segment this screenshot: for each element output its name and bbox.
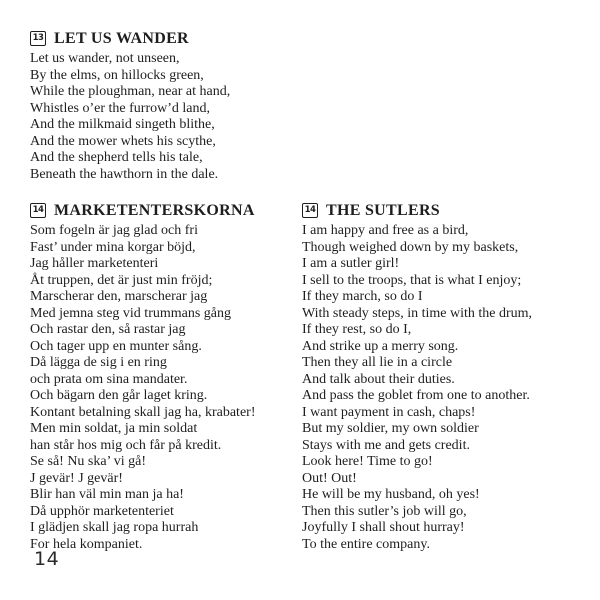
lyric-line: Whistles o’er the furrow’d land,: [30, 100, 210, 116]
lyric-line: Marscherar den, marscherar jag: [30, 289, 208, 304]
lyric-line: I am a sutler girl!: [302, 256, 400, 271]
song-title-text: LET US WANDER: [54, 30, 189, 47]
song-title-marketenterskorna: [30, 202, 302, 219]
track-number-badge: 14: [302, 203, 318, 218]
lyric-line: And pass the goblet from one to another.: [302, 388, 530, 403]
lyric-line: I glädjen skall jag ropa hurrah: [30, 520, 199, 535]
song-let-us-wander: [30, 30, 592, 183]
lyric-line: Jag håller marketenteri: [30, 256, 159, 271]
page-number: 14: [34, 548, 60, 570]
lyric-line: But my soldier, my own soldier: [302, 421, 479, 436]
lyric-line: Let us wander, not unseen,: [30, 51, 180, 66]
song-title-text: MARKETENTERSKORNA: [54, 202, 255, 219]
lyric-line: Blir han väl min man ja ha!: [30, 487, 184, 502]
track-number-badge: 13: [30, 31, 46, 46]
lyric-line: Joyfully I shall shout hurray!: [302, 520, 465, 535]
lyric-line: Med jemna steg vid trummans gång: [30, 305, 232, 321]
lyric-line: Då lägga de sig i en ring: [30, 355, 167, 370]
track-number-badge: 14: [30, 203, 46, 218]
lyric-line: Fast’ under mina korgar böjd,: [30, 239, 196, 255]
lyric-line: And the mower whets his scythe,: [30, 133, 216, 149]
lyric-line: Look here! Time to go!: [302, 454, 433, 469]
song-the-sutlers: [302, 202, 592, 553]
lyrics-columns: [30, 202, 592, 553]
lyric-line: And talk about their duties.: [302, 371, 455, 387]
lyric-line: Som fogeln är jag glad och fri: [30, 223, 198, 238]
lyric-line: Se så! Nu ska’ vi gå!: [30, 454, 146, 469]
lyric-line: Och rastar den, så rastar jag: [30, 322, 186, 337]
lyric-line: If they march, so do I: [302, 289, 423, 304]
lyric-line: Kontant betalning skall jag ha, krabater!: [30, 404, 256, 420]
lyric-line: And the shepherd tells his tale,: [30, 150, 203, 165]
lyric-line: By the elms, on hillocks green,: [30, 67, 204, 83]
lyric-line: And the milkmaid singeth blithe,: [30, 117, 215, 132]
lyric-line: J gevär! J gevär!: [30, 470, 123, 486]
song-title-let-us-wander: [30, 30, 592, 47]
lyric-line: With steady steps, in time with the drum,: [302, 305, 533, 321]
lyric-line: Och tager upp en munter sång.: [30, 338, 202, 354]
lyric-line: If they rest, so do I,: [302, 322, 412, 337]
lyric-line: Out! Out!: [302, 470, 357, 486]
lyric-line: och prata om sina mandater.: [30, 371, 188, 387]
lyric-line: He will be my husband, oh yes!: [302, 487, 480, 502]
lyrics-marketenterskorna: [30, 223, 302, 553]
lyric-line: Då upphör marketenteriet: [30, 503, 174, 519]
lyric-line: I want payment in cash, chaps!: [302, 404, 476, 420]
lyric-line: To the entire company.: [302, 536, 430, 552]
lyric-line: For hela kompaniet.: [30, 536, 143, 552]
lyric-line: Beneath the hawthorn in the dale.: [30, 166, 219, 182]
lyrics-the-sutlers: [302, 223, 592, 553]
lyric-line: han står hos mig och får på kredit.: [30, 437, 222, 453]
lyric-line: And strike up a merry song.: [302, 338, 459, 354]
lyric-line: Though weighed down by my baskets,: [302, 239, 519, 255]
song-title-text: THE SUTLERS: [326, 202, 441, 219]
lyric-line: Och bägarn den går laget kring.: [30, 388, 208, 403]
lyric-line: Then they all lie in a circle: [302, 355, 453, 370]
lyric-line: Men min soldat, ja min soldat: [30, 421, 198, 436]
lyric-line: While the ploughman, near at hand,: [30, 84, 231, 99]
song-title-the-sutlers: [302, 202, 592, 219]
lyric-line: Then this sutler’s job will go,: [302, 503, 467, 519]
lyrics-let-us-wander: [30, 51, 592, 183]
lyric-line: I sell to the troops, that is what I enjoy;: [302, 272, 522, 288]
lyric-line: Stays with me and gets credit.: [302, 437, 470, 453]
lyric-line: I am happy and free as a bird,: [302, 223, 469, 238]
song-marketenterskorna: [30, 202, 302, 553]
lyric-line: Åt truppen, det är just min fröjd;: [30, 272, 213, 288]
